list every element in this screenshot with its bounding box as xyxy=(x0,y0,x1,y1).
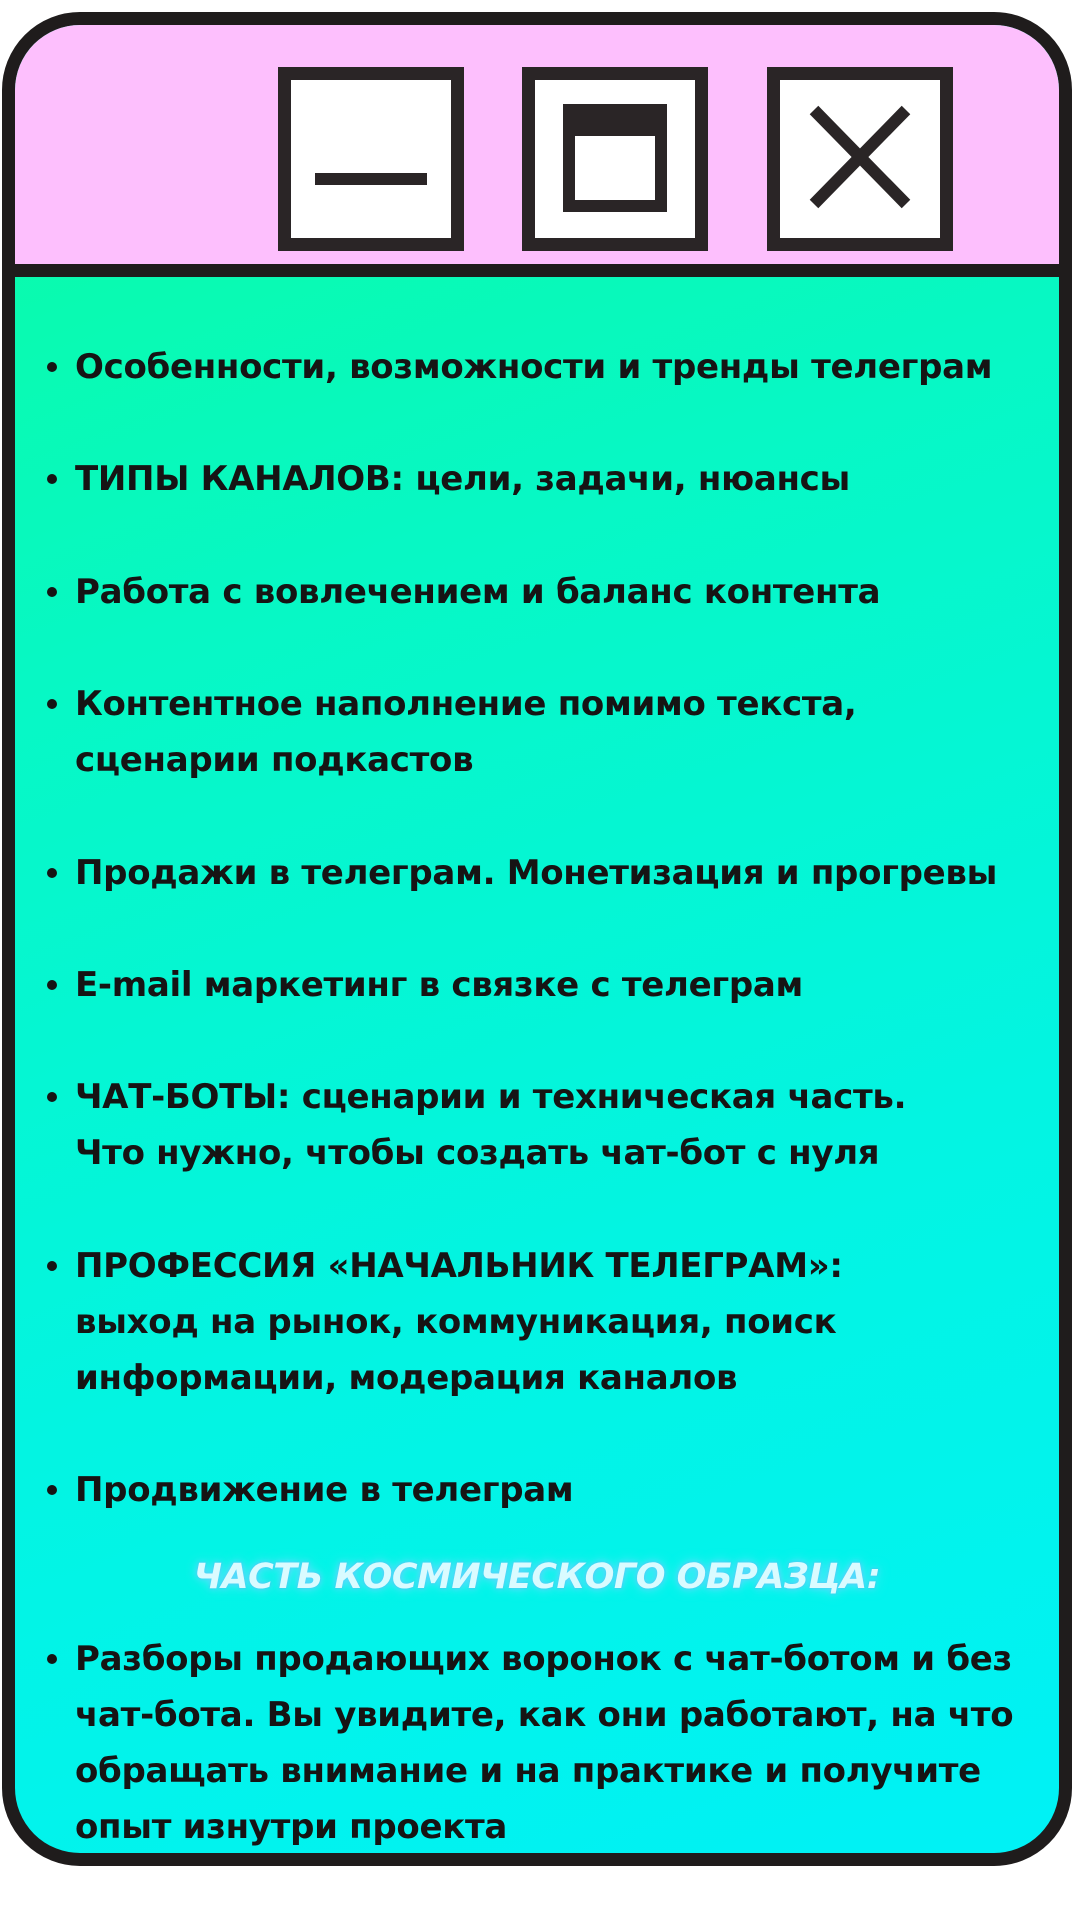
content-area xyxy=(15,277,1059,1853)
list-item-text: ТИПЫ КАНАЛОВ: цели, задачи, нюансы xyxy=(75,459,850,499)
list-item-text: Особенности, возможности и тренды телеграм xyxy=(75,347,993,387)
bullet xyxy=(47,980,57,990)
title-bar xyxy=(15,25,1059,277)
list-item-text: Разборы продающих воронок с чат-ботом и без чат-бота. Вы увидите, как они работают, на что обращать внимание и на практике и получите опыт изнутри проекта xyxy=(75,1639,1014,1847)
list-item-text: Работа с вовлечением и баланс контента xyxy=(75,572,881,612)
bullet xyxy=(47,474,57,484)
section-title: ЧАСТЬ КОСМИЧЕСКОГО ОБРАЗЦА: xyxy=(193,1557,881,1597)
bullet xyxy=(47,362,57,372)
list-item-text: ПРОФЕССИЯ «НАЧАЛЬНИК ТЕЛЕГРАМ»: выход на рынок, коммуникация, поиск информации, модерация каналов xyxy=(75,1246,843,1398)
maximize-icon xyxy=(535,80,695,238)
bullet xyxy=(47,1485,57,1495)
list-item-text: Продажи в телеграм. Монетизация и прогревы xyxy=(75,853,998,893)
bullet xyxy=(47,1654,57,1664)
close-button[interactable] xyxy=(767,67,953,251)
list-item-text: E-mail маркетинг в связке с телеграм xyxy=(75,965,804,1005)
bullet xyxy=(47,587,57,597)
list-item-text: Контентное наполнение помимо текста, сценарии подкастов xyxy=(75,684,857,780)
bullet xyxy=(47,868,57,878)
list-item-text: ЧАТ-БОТЫ: сценарии и техническая часть. Что нужно, чтобы создать чат-бот с нуля xyxy=(75,1077,907,1173)
bullet xyxy=(47,1261,57,1271)
window-frame xyxy=(2,12,1072,1866)
minimize-button[interactable] xyxy=(278,67,464,251)
bullet xyxy=(47,699,57,709)
maximize-button[interactable] xyxy=(522,67,708,251)
close-icon xyxy=(780,80,940,238)
bullet xyxy=(47,1092,57,1102)
list-item-text: Продвижение в телеграм xyxy=(75,1470,574,1510)
minimize-icon xyxy=(291,80,451,238)
